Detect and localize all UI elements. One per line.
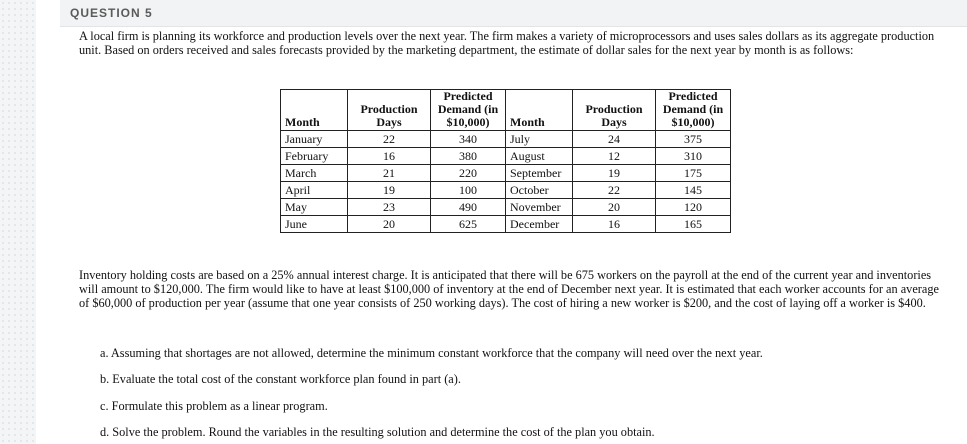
cost-assumptions-paragraph: Inventory holding costs are based on a 25% annual interest charge. It is anticipated that there will be 675 workers on the payroll at the end of the current year and inventories will amount to $120,000. The firm would like to have at least $100,000 of inventory at the end of December next year. It is estimated that each worker accounts for an average of $60,000 of production per year (assume that one year consists of 250 working days). The cost of hiring a new worker is $200, and the cost of laying off a worker is $400.	[79, 268, 939, 310]
table-row	[281, 165, 731, 182]
month-cell: December	[506, 216, 573, 233]
table-row	[281, 131, 731, 148]
days-cell: 19	[348, 182, 431, 199]
month-cell: March	[281, 165, 348, 182]
demand-cell: 340	[431, 131, 506, 148]
days-cell: 20	[573, 199, 656, 216]
header-production-days-left: Production Days	[348, 90, 431, 131]
days-cell: 16	[573, 216, 656, 233]
month-cell: April	[281, 182, 348, 199]
demand-cell: 100	[431, 182, 506, 199]
days-cell: 22	[348, 131, 431, 148]
demand-cell: 145	[656, 182, 731, 199]
days-cell: 23	[348, 199, 431, 216]
demand-cell: 310	[656, 148, 731, 165]
days-cell: 24	[573, 131, 656, 148]
days-cell: 22	[573, 182, 656, 199]
days-cell: 19	[573, 165, 656, 182]
header-predicted-demand-left: Predicted Demand (in $10,000)	[431, 90, 506, 131]
days-cell: 16	[348, 148, 431, 165]
part-b-text: b. Evaluate the total cost of the constant workforce plan found in part (a).	[100, 372, 461, 386]
header-predicted-demand-right: Predicted Demand (in $10,000)	[656, 90, 731, 131]
demand-cell: 165	[656, 216, 731, 233]
table-row	[281, 148, 731, 165]
demand-cell: 120	[656, 199, 731, 216]
header-month-right: Month	[506, 90, 573, 131]
demand-cell: 380	[431, 148, 506, 165]
demand-cell: 625	[431, 216, 506, 233]
days-cell: 20	[348, 216, 431, 233]
demand-cell: 220	[431, 165, 506, 182]
part-d-text: d. Solve the problem. Round the variables in the resulting solution and determine the cost of the plan you obtain.	[100, 425, 655, 439]
month-cell: October	[506, 182, 573, 199]
month-cell: January	[281, 131, 348, 148]
question-label: QUESTION 5	[70, 6, 153, 20]
table-row	[281, 199, 731, 216]
days-cell: 12	[573, 148, 656, 165]
month-cell: July	[506, 131, 573, 148]
intro-paragraph: A local firm is planning its workforce and production levels over the next year. The firm makes a variety of microprocessors and uses sales dollars as its aggregate production unit. Based on orders received and sales forecasts provided by the marketing department, the estimate of dollar sales for the next year by month is as follows:	[79, 29, 935, 57]
left-margin-strip	[0, 0, 36, 444]
month-cell: November	[506, 199, 573, 216]
table-row	[281, 182, 731, 199]
month-cell: February	[281, 148, 348, 165]
demand-cell: 175	[656, 165, 731, 182]
header-production-days-right: Production Days	[573, 90, 656, 131]
month-cell: May	[281, 199, 348, 216]
days-cell: 21	[348, 165, 431, 182]
part-a-text: a. Assuming that shortages are not allowed, determine the minimum constant workforce that the company will need over the next year.	[100, 346, 763, 360]
month-cell: September	[506, 165, 573, 182]
demand-table	[280, 89, 731, 233]
part-c-text: c. Formulate this problem as a linear program.	[100, 399, 328, 413]
question-header-bar	[60, 0, 967, 27]
table-header-row	[281, 90, 731, 131]
month-cell: August	[506, 148, 573, 165]
header-month-left: Month	[281, 90, 348, 131]
table-row	[281, 216, 731, 233]
demand-cell: 490	[431, 199, 506, 216]
month-cell: June	[281, 216, 348, 233]
demand-cell: 375	[656, 131, 731, 148]
